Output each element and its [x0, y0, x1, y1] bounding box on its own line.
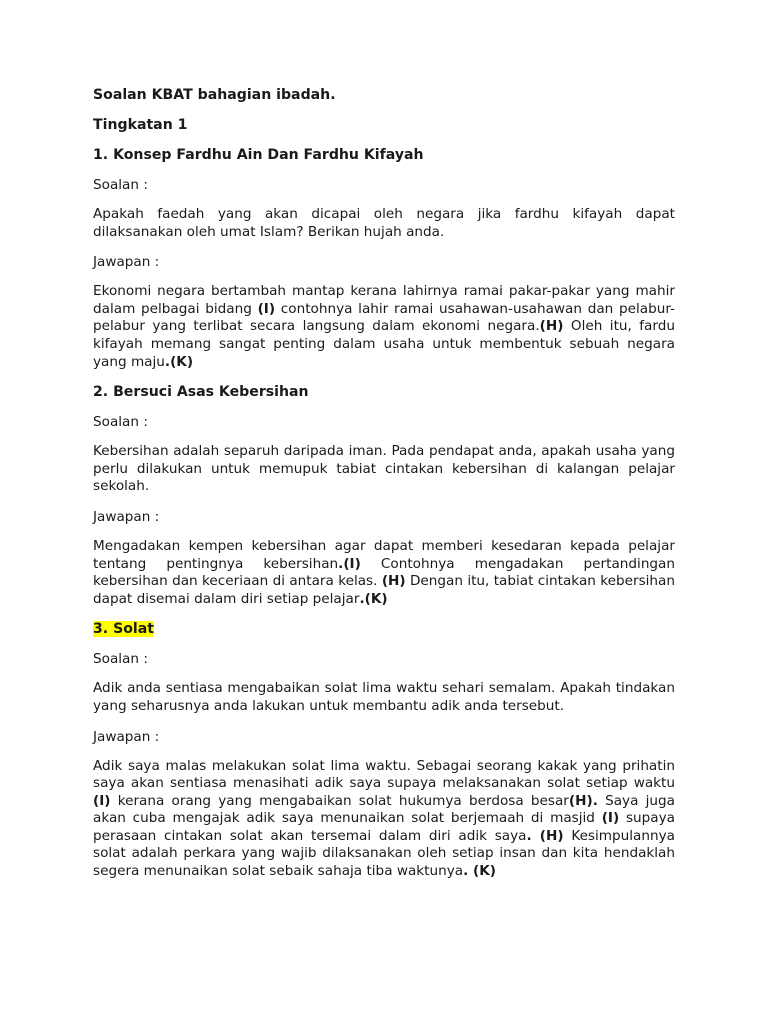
answer-segment: Adik saya malas melakukan solat lima waktu. Sebagai seorang kakak yang prihatin saya akan sentiasa menasihati adik saya supaya melaksanakan solat setiap waktu [93, 757, 675, 792]
answer-segment: Mengadakan kempen kebersihan agar dapat memberi kesedaran kepada pelajar tentang pentingnya kebersihan [93, 537, 675, 572]
highlighted-heading: 3. Solat [93, 621, 154, 638]
section-heading: 2. Bersuci Asas Kebersihan [93, 384, 309, 401]
answer-label: Jawapan : [93, 254, 160, 271]
marker: .(K) [359, 590, 388, 607]
section-heading: 1. Konsep Fardhu Ain Dan Fardhu Kifayah [93, 147, 424, 163]
answer-segment: Dengan itu, tabiat cintakan kebersihan dapat disemai dalam diri setiap pelajar [93, 573, 675, 607]
question-label: Soalan : [93, 651, 148, 668]
marker: (H). [568, 792, 598, 809]
question-label: Soalan : [93, 414, 148, 431]
marker: (I) [257, 300, 276, 317]
question-text: Adik anda sentiasa mengabaikan solat lima waktu sehari semalam. Apakah tindakan yang seharusnya anda lakukan untuk membantu adik anda tersebut. [93, 680, 675, 714]
marker: .(I) [338, 555, 361, 572]
section-2 [93, 383, 675, 608]
marker: (I) [601, 810, 620, 827]
marker: (H) [539, 318, 564, 335]
answer-segment: kerana orang yang mengabaikan solat hukumya berdosa besar [110, 792, 569, 809]
marker: . (K) [463, 863, 496, 880]
section-3 [93, 620, 675, 880]
answer-segment: supaya perasaan cintakan solat akan tersemai dalam diri adik saya [93, 810, 675, 844]
answer-segment: Kesimpulannya solat adalah perkara yang wajib dilaksanakan oleh setiap insan dan kita hendaklah segera menunaikan solat sebaik sahaja tiba waktunya [93, 827, 675, 880]
level-heading: Tingkatan 1 [93, 117, 188, 133]
section-1 [93, 146, 675, 371]
marker: . (H) [526, 827, 564, 844]
answer-label: Jawapan : [93, 508, 160, 525]
document-title: Soalan KBAT bahagian ibadah. [93, 87, 336, 103]
marker: .(K) [164, 353, 194, 370]
answer-segment: contohnya lahir ramai usahawan-usahawan dan pelabur-pelabur yang terlibat secara langsung dalam ekonomi negara. [93, 300, 675, 335]
question-text: Apakah faedah yang akan dicapai oleh negara jika fardhu kifayah dapat dilaksanakan oleh umat Islam? Berikan hujah anda. [93, 206, 675, 240]
answer-text [93, 538, 675, 608]
answer-segment: Saya juga akan cuba mengajak adik saya menunaikan solat berjemaah di masjid [93, 792, 675, 827]
answer-segment: Oleh itu, fardu kifayah memang sangat penting dalam usaha untuk membentuk sebuah negara yang maju [93, 318, 675, 370]
question-text: Kebersihan adalah separuh daripada iman. Pada pendapat anda, apakah usaha yang perlu dilakukan untuk memupuk tabiat cintakan kebersihan di kalangan pelajar sekolah. [93, 443, 675, 495]
answer-text [93, 283, 675, 371]
section-heading [93, 620, 675, 638]
marker: (I) [93, 792, 111, 809]
answer-segment: Ekonomi negara bertambah mantap kerana lahirnya ramai pakar-pakar yang mahir dalam pelbagai bidang [93, 283, 675, 317]
answer-segment: Contohnya mengadakan pertandingan kebersihan dan keceriaan di antara kelas. [93, 555, 676, 590]
answer-text [93, 758, 675, 881]
marker: (H) [381, 573, 406, 590]
answer-label: Jawapan : [93, 728, 160, 745]
question-label: Soalan : [93, 177, 148, 193]
